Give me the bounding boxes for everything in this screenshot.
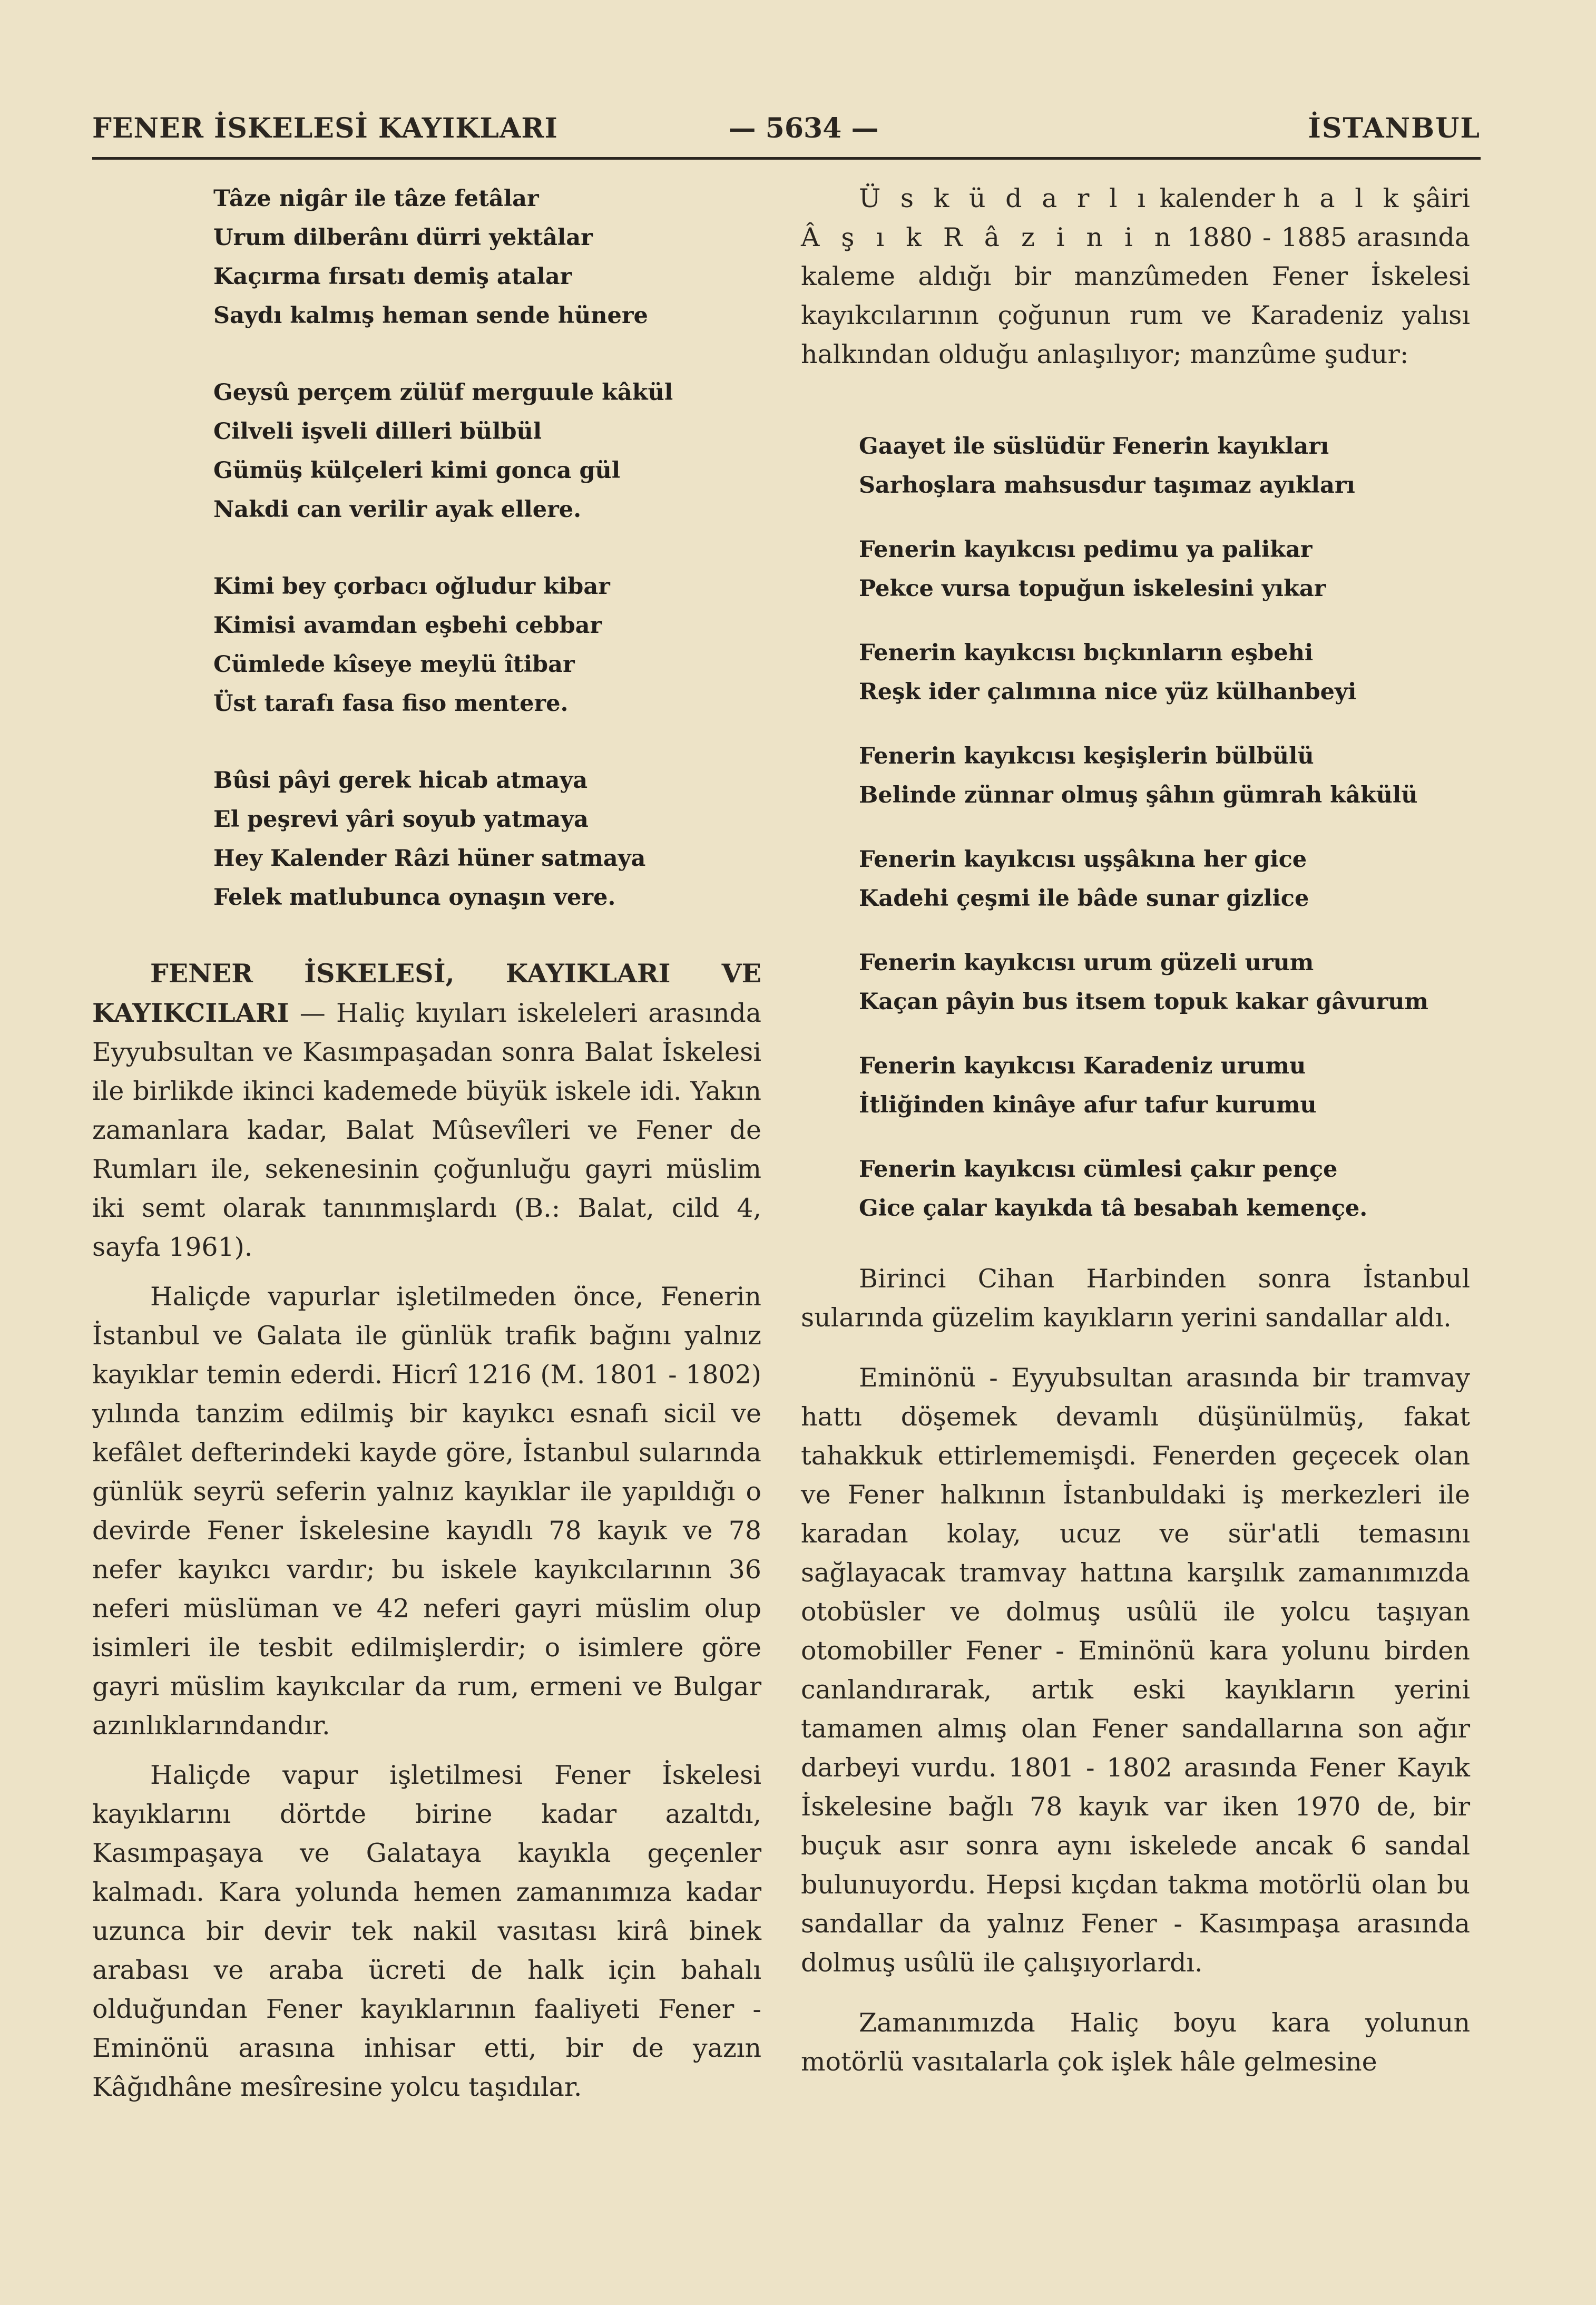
- poem-line: Gaayet ile süslüdür Fenerin kayıkları: [859, 433, 1329, 460]
- poem-line: Hey Kalender Râzi hüner satmaya: [213, 845, 646, 872]
- poem-line: Felek matlubunca oynaşın vere.: [213, 884, 616, 911]
- article-intro: [92, 954, 761, 1267]
- poem-line: Cilveli işveli dilleri bülbül: [213, 418, 542, 445]
- intro-paragraph: [801, 179, 1470, 374]
- poem-line: Fenerin kayıkcısı uşşâkına her gice: [859, 846, 1307, 873]
- left-prose: [92, 954, 761, 2107]
- poem-stanza: [859, 840, 1470, 918]
- intro-rest: 1880 - 1885 arasında kaleme aldığı bir manzûmeden Fener İskelesi kayıkcılarının çoğunun rum ve Karadeniz yalısı halkından olduğu anlaşılıyor; manzûme şudur:: [801, 222, 1470, 369]
- poem-line: Saydı kalmış heman sende hünere: [213, 302, 648, 329]
- paragraph: Birinci Cihan Harbinden sonra İstanbul sularında güzelim kayıkların yerini sandallar aldı.: [801, 1264, 1470, 1333]
- poem-stanza: [859, 943, 1470, 1021]
- poem-line: Pekce vursa topuğun iskelesini yıkar: [859, 575, 1326, 602]
- paragraph: — Haliç kıyıları iskeleleri arasında Eyyubsultan ve Kasımpaşadan sonra Balat İskelesi ile birlikde ikinci kademede büyük iskele idi. Yakın zamanlara kadar, Balat Mûsevîleri ve Fener de Rumları ile, sekenesinin çoğunluğu gayri müslim iki semt olarak tanınmışlardı (B.: Balat, cild 4, sayfa 1961).: [92, 998, 762, 1262]
- paragraph: Eminönü - Eyyubsultan arasında bir tramvay hattı döşemek devamlı düşünülmüş, fakat tahakkuk ettirlememişdi. Fenerden geçecek olan ve Fener halkının İstanbuldaki iş merkezleri ile karadan kolay, ucuz ve sür'atli temasını sağlayacak tramvay hattına karşılık zamanımızda otobüsler ve dolmuş usûlü ile yolcu taşıyan otomobiller Fener - Eminönü kara yolunu birden canlandırarak, artık eski kayıkların yerini tamamen almış olan Fener sandallarına son ağır darbeyi vurdu. 1801 - 1802 arasında Fener Kayık İskelesine bağlı 78 kayık var iken 1970 de, bir buçuk asır sonra aynı iskelede ancak 6 sandal bulunuyordu. Hepsi kıçdan takma motörlü olan bu sandallar da yalnız Fener - Kasımpaşa arasında dolmuş usûlü ile çalışıyorlardı.: [801, 1363, 1470, 1978]
- poem-stanza: [859, 530, 1470, 608]
- poem-stanza: [213, 179, 761, 335]
- poem-line: Kaçan pâyin bus itsem topuk kakar gâvurum: [859, 989, 1428, 1015]
- right-prose: [801, 1259, 1470, 2082]
- spaced-word: Ü s k ü d a r l ı: [859, 183, 1152, 213]
- page-header: [92, 112, 1481, 154]
- intro-word: şâiri: [1412, 183, 1470, 213]
- poem-line: Tâze nigâr ile tâze fetâlar: [213, 185, 539, 212]
- paragraph: Haliçde vapur işletilmesi Fener İskelesi kayıklarını dörtde birine kadar azaltdı, Kasımpaşaya ve Galataya kayıkla geçenler kalmadı. Kara yolunda hemen zamanımıza kadar uzunca bir devir tek nakil vasıtası kirâ binek arabası ve araba ücreti de halk için bahalı olduğundan Fener kayıklarının faaliyeti Fener - Eminönü arasına inhisar etti, bir de yazın Kâğıdhâne mesîresine yolcu taşıdılar.: [92, 1760, 761, 2102]
- poem-line: Belinde zünnar olmuş şâhın gümrah kâkülü: [859, 782, 1418, 808]
- poem-line: İtliğinden kinâye afur tafur kurumu: [859, 1092, 1317, 1118]
- poem-line: Reşk ider çalımına nice yüz külhanbeyi: [859, 679, 1357, 705]
- poem-stanza: [859, 1047, 1470, 1125]
- paragraph: Haliçde vapurlar işletilmeden önce, Fenerin İstanbul ve Galata ile günlük trafik bağını yalnız kayıklar temin ederdi. Hicrî 1216 (M. 1801 - 1802) yılında tanzim edilmiş bir kayıkcı esnafı sicil ve kefâlet defterindeki kayde göre, İstanbul sularında günlük seyrü seferin yalnız kayıklar ile yapıldığı o devirde Fener İskelesine kayıdlı 78 kayık ve 78 nefer kayıkcı vardır; bu iskele kayıkcılarının 36 neferi müslüman ve 42 neferi gayri müslim olup isimleri ile tesbit edilmişlerdir; o isimlere göre gayri müslim kayıkcılar da rum, ermeni ve Bulgar azınlıklarındandır.: [92, 1282, 761, 1741]
- right-column: [801, 179, 1470, 2082]
- poem-stanza: [213, 567, 761, 723]
- poem-line: Nakdi can verilir ayak ellere.: [213, 496, 582, 523]
- poem-stanza: [213, 373, 761, 529]
- left-column: [92, 179, 761, 2107]
- poem-line: Fenerin kayıkcısı bıçkınların eşbehi: [859, 640, 1314, 666]
- poem-line: Fenerin kayıkcısı cümlesi çakır pençe: [859, 1156, 1338, 1183]
- poem-line: Gümüş külçeleri kimi gonca gül: [213, 457, 621, 484]
- poem-line: El peşrevi yâri soyub yatmaya: [213, 806, 589, 833]
- poem-stanza: [859, 427, 1470, 505]
- poem-stanza: [213, 761, 761, 917]
- spaced-name: Â ş ı k R â z i n i n: [801, 222, 1177, 252]
- poem-line: Cümlede kîseye meylü îtibar: [213, 651, 575, 678]
- page-number: — 5634 —: [728, 112, 879, 144]
- poem-line: Kimisi avamdan eşbehi cebbar: [213, 612, 602, 639]
- poem-line: Kaçırma fırsatı demiş atalar: [213, 263, 572, 290]
- poem-line: Kimi bey çorbacı oğludur kibar: [213, 573, 610, 600]
- running-title: FENER İSKELESİ KAYIKLARI: [92, 112, 558, 144]
- poem-line: Üst tarafı fasa fiso mentere.: [213, 690, 569, 717]
- poem-line: Urum dilberânı dürri yektâlar: [213, 224, 593, 251]
- running-section: İSTANBUL: [1308, 112, 1481, 144]
- poem-stanza: [859, 633, 1470, 711]
- poem-line: Kadehi çeşmi ile bâde sunar gizlice: [859, 885, 1309, 912]
- poem-line: Fenerin kayıkcısı keşişlerin bülbülü: [859, 743, 1314, 769]
- spaced-word: h a l k: [1283, 183, 1405, 213]
- poem-line: Bûsi pâyi gerek hicab atmaya: [213, 767, 588, 794]
- right-poem: [801, 427, 1470, 1228]
- poem-line: Fenerin kayıkcısı urum güzeli urum: [859, 950, 1314, 976]
- article-heading: FENER İSKELESİ, KAYIKLARI VE KAYIKCILARI: [92, 958, 761, 1028]
- poem-line: Geysû perçem zülüf merguule kâkül: [213, 379, 673, 406]
- right-intro: [801, 179, 1470, 374]
- left-poem: [92, 179, 761, 917]
- poem-line: Sarhoşlara mahsusdur taşımaz ayıkları: [859, 472, 1355, 499]
- poem-line: Fenerin kayıkcısı Karadeniz urumu: [859, 1053, 1306, 1079]
- poem-line: Gice çalar kayıkda tâ besabah kemençe.: [859, 1195, 1368, 1222]
- header-rule: [92, 157, 1481, 160]
- poem-stanza: [859, 1150, 1470, 1228]
- paragraph: Zamanımızda Haliç boyu kara yolunun motörlü vasıtalarla çok işlek hâle gelmesine: [801, 2008, 1470, 2077]
- poem-stanza: [859, 737, 1470, 815]
- poem-line: Fenerin kayıkcısı pedimu ya palikar: [859, 536, 1313, 563]
- intro-word: kalender: [1159, 183, 1275, 213]
